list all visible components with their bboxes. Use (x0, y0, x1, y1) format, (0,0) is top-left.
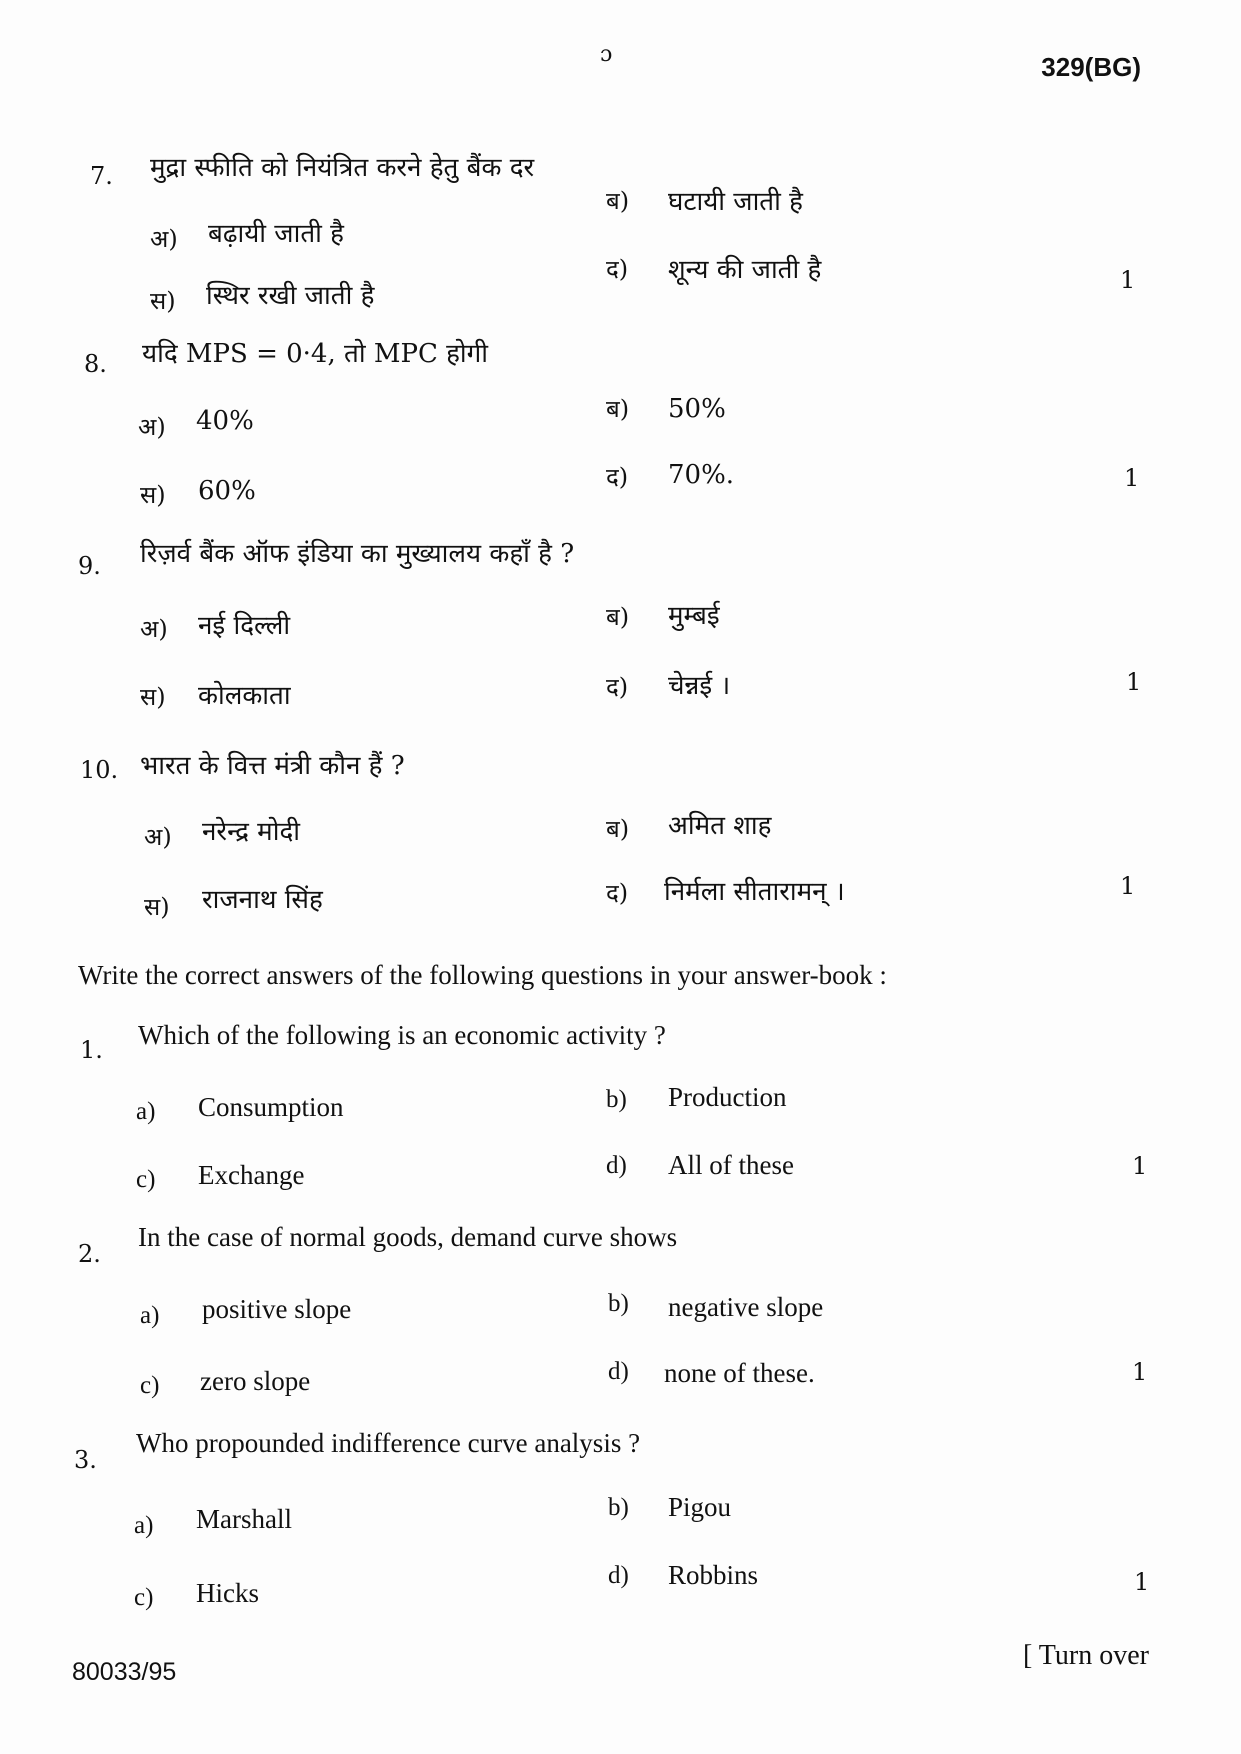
option-a-label: अ) (150, 225, 178, 253)
option-a-label: a) (136, 1098, 156, 1125)
option-a-text: नई दिल्ली (198, 611, 291, 641)
marks: 1 (1126, 668, 1142, 696)
question-text: भारत के वित्त मंत्री कौन हैं ? (140, 751, 405, 781)
option-d-text: चेन्नई । (668, 671, 731, 701)
option-d-text: 70%. (668, 460, 735, 490)
option-c-text: स्थिर रखी जाती है (206, 281, 375, 311)
option-c-text: zero slope (200, 1366, 311, 1396)
option-c-text: 60% (198, 476, 256, 506)
option-c-text: राजनाथ सिंह (202, 885, 323, 915)
footer-code: 80033/95 (72, 1658, 177, 1686)
section-instruction: Write the correct answers of the following questions in your answer-book : (78, 960, 887, 990)
marks: 1 (1132, 1152, 1148, 1180)
option-b-text: अमित शाह (668, 811, 772, 841)
marks: 1 (1134, 1568, 1150, 1596)
option-c-text: Hicks (196, 1578, 259, 1608)
option-b-label: ब) (606, 187, 630, 215)
question-text: यदि MPS = 0·4, तो MPC होगी (142, 339, 489, 369)
option-c-text: कोलकाता (198, 681, 291, 711)
option-a-text: positive slope (202, 1294, 352, 1324)
option-b-text: 50% (668, 394, 726, 424)
option-c-label: स) (140, 481, 166, 509)
question-number: 7. (90, 162, 113, 190)
turn-over-note: [ Turn over (1022, 1640, 1149, 1671)
option-c-label: c) (140, 1372, 160, 1399)
option-d-label: d) (606, 1152, 627, 1179)
question-number: 2. (78, 1240, 101, 1268)
question-text: Who propounded indifference curve analysis ? (136, 1428, 641, 1458)
option-c-label: c) (134, 1584, 154, 1611)
option-a-label: अ) (144, 823, 172, 851)
option-b-text: negative slope (668, 1292, 824, 1322)
question-text: मुद्रा स्फीति को नियंत्रित करने हेतु बैंक दर (150, 153, 535, 183)
option-c-label: स) (144, 893, 170, 921)
option-d-text: none of these. (664, 1358, 815, 1388)
option-b-text: Production (668, 1082, 787, 1112)
option-c-label: स) (150, 287, 176, 315)
option-b-text: मुम्बई (668, 601, 720, 631)
option-b-text: Pigou (668, 1492, 732, 1522)
option-d-label: द) (606, 463, 629, 491)
option-a-label: अ) (138, 413, 166, 441)
option-a-text: नरेन्द्र मोदी (202, 817, 300, 847)
marks: 1 (1132, 1358, 1148, 1386)
option-b-label: b) (608, 1494, 629, 1521)
marks: 1 (1124, 464, 1140, 492)
option-c-label: स) (140, 683, 166, 711)
option-c-text: Exchange (198, 1160, 305, 1190)
option-d-label: d) (608, 1562, 629, 1589)
paper-code: 329(BG) (1041, 52, 1141, 82)
question-text: रिज़र्व बैंक ऑफ इंडिया का मुख्यालय कहाँ है ? (140, 539, 575, 569)
option-d-text: निर्मला सीतारामन् । (664, 877, 845, 907)
question-text: In the case of normal goods, demand curve shows (138, 1222, 678, 1252)
option-b-label: ब) (606, 603, 630, 631)
option-a-text: 40% (196, 406, 254, 436)
option-b-label: b) (606, 1086, 627, 1113)
question-number: 10. (80, 756, 119, 784)
option-d-label: d) (608, 1358, 629, 1385)
option-b-text: घटायी जाती है (668, 187, 803, 217)
marks: 1 (1120, 872, 1136, 900)
question-number: 9. (78, 552, 101, 580)
option-d-label: द) (606, 673, 629, 701)
option-b-label: ब) (606, 815, 630, 843)
marks: 1 (1120, 266, 1136, 294)
option-d-text: शून्य की जाती है (668, 255, 822, 285)
option-a-label: a) (140, 1302, 160, 1329)
option-c-label: c) (136, 1166, 156, 1193)
option-b-label: ब) (606, 395, 630, 423)
option-a-text: Marshall (196, 1504, 292, 1534)
question-number: 3. (74, 1446, 97, 1474)
option-b-label: b) (608, 1290, 629, 1317)
question-number: 1. (80, 1036, 103, 1064)
option-a-label: a) (134, 1512, 154, 1539)
option-a-text: Consumption (198, 1092, 344, 1122)
question-number: 8. (84, 350, 107, 378)
question-text: Which of the following is an economic activity ? (138, 1020, 666, 1050)
option-d-label: द) (606, 255, 629, 283)
option-a-label: अ) (140, 615, 168, 643)
option-d-label: द) (606, 879, 629, 907)
option-d-text: All of these (668, 1150, 794, 1180)
page-number: ɔ (600, 42, 613, 67)
option-d-text: Robbins (668, 1560, 759, 1590)
option-a-text: बढ़ायी जाती है (208, 219, 344, 249)
